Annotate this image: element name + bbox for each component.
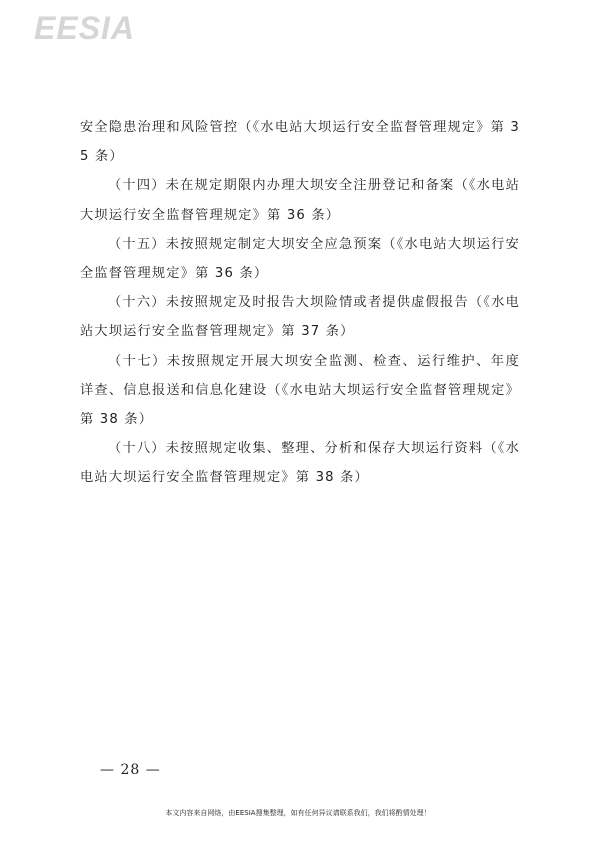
page-number: — 28 —	[100, 762, 161, 778]
paragraph-item-17: （十七）未按照规定开展大坝安全监测、检查、运行维护、年度详查、信息报送和信息化建设（《水电站大坝运行安全监督管理规定》第 38 条）	[80, 353, 520, 428]
paragraph-item-16: （十六）未按照规定及时报告大坝险情或者提供虚假报告（《水电站大坝运行安全监督管理规定》第 37 条）	[80, 295, 520, 340]
paragraph-item-18: （十八）未按照规定收集、整理、分析和保存大坝运行资料（《水电站大坝运行安全监督管理规定》第 38 条）	[80, 441, 520, 486]
eesia-logo: EESIA	[34, 10, 136, 46]
paragraph-item-15: （十五）未按照规定制定大坝安全应急预案（《水电站大坝运行安全监督管理规定》第 36 条）	[80, 236, 520, 282]
footer-disclaimer: 本文内容来自网络，由EESIA搜集整理，如有任何异议请联系我们，我们将酌情处理！	[165, 809, 431, 817]
paragraph-item-14: （十四）未在规定期限内办理大坝安全注册登记和备案（《水电站大坝运行安全监督管理规定》第 36 条）	[80, 178, 520, 223]
paragraph-continued: 安全隐患治理和风险管控（《水电站大坝运行安全监督管理规定》第 35 条）	[80, 120, 521, 165]
document-body	[80, 113, 520, 493]
